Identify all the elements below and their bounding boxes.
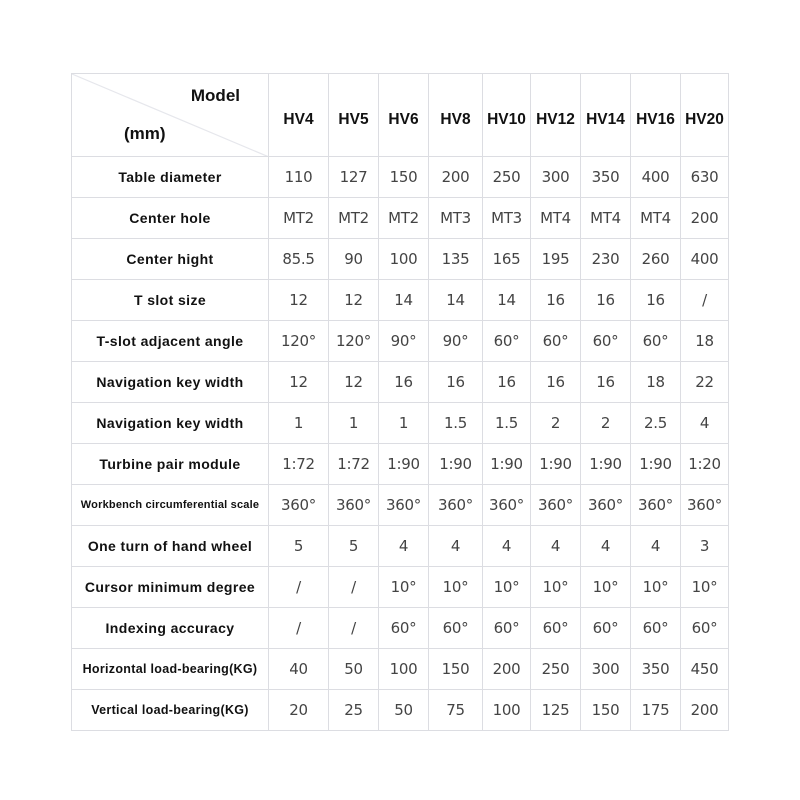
- table-cell: 10°: [681, 567, 729, 608]
- table-cell: 300: [531, 157, 581, 198]
- table-cell: /: [269, 608, 329, 649]
- table-cell: 90: [329, 239, 379, 280]
- table-cell: /: [269, 567, 329, 608]
- table-row: [72, 239, 729, 280]
- model-header: HV12: [531, 74, 581, 157]
- row-label: Turbine pair module: [72, 444, 269, 485]
- row-label: Vertical load-bearing(KG): [72, 690, 269, 731]
- table-cell: 120°: [329, 321, 379, 362]
- model-header: HV5: [329, 74, 379, 157]
- row-label: Horizontal load-bearing(KG): [72, 649, 269, 690]
- table-cell: 85.5: [269, 239, 329, 280]
- row-label: Center hole: [72, 198, 269, 239]
- table-cell: MT2: [329, 198, 379, 239]
- table-cell: 360°: [483, 485, 531, 526]
- table-cell: 5: [329, 526, 379, 567]
- table-cell: 40: [269, 649, 329, 690]
- table-cell: 22: [681, 362, 729, 403]
- table-cell: 360°: [581, 485, 631, 526]
- model-header: HV4: [269, 74, 329, 157]
- table-cell: 14: [429, 280, 483, 321]
- table-cell: 1:90: [379, 444, 429, 485]
- table-cell: 110: [269, 157, 329, 198]
- spec-table-body: [72, 157, 729, 731]
- row-label: Table diameter: [72, 157, 269, 198]
- table-cell: 120°: [269, 321, 329, 362]
- row-label: Cursor minimum degree: [72, 567, 269, 608]
- table-cell: 60°: [531, 608, 581, 649]
- table-cell: 127: [329, 157, 379, 198]
- table-cell: 60°: [631, 321, 681, 362]
- table-cell: MT2: [379, 198, 429, 239]
- table-cell: 200: [429, 157, 483, 198]
- table-cell: 400: [631, 157, 681, 198]
- table-cell: 1:90: [483, 444, 531, 485]
- corner-header-cell: [72, 74, 269, 157]
- table-cell: 1.5: [429, 403, 483, 444]
- table-cell: 90°: [429, 321, 483, 362]
- model-header: HV8: [429, 74, 483, 157]
- table-row: [72, 567, 729, 608]
- table-cell: 1:90: [581, 444, 631, 485]
- row-label: T slot size: [72, 280, 269, 321]
- table-cell: 16: [531, 362, 581, 403]
- table-row: [72, 485, 729, 526]
- model-header: HV20: [681, 74, 729, 157]
- table-cell: 16: [581, 362, 631, 403]
- table-cell: 10°: [379, 567, 429, 608]
- table-cell: 16: [531, 280, 581, 321]
- table-cell: 18: [631, 362, 681, 403]
- table-cell: 1:90: [631, 444, 681, 485]
- table-cell: 1:90: [531, 444, 581, 485]
- table-cell: 195: [531, 239, 581, 280]
- row-label: One turn of hand wheel: [72, 526, 269, 567]
- table-cell: /: [329, 608, 379, 649]
- table-cell: 60°: [483, 608, 531, 649]
- table-cell: 12: [269, 280, 329, 321]
- table-cell: 1:72: [269, 444, 329, 485]
- table-cell: 50: [329, 649, 379, 690]
- table-cell: 1:90: [429, 444, 483, 485]
- table-cell: 360°: [429, 485, 483, 526]
- table-row: [72, 157, 729, 198]
- table-cell: 20: [269, 690, 329, 731]
- table-cell: 2: [581, 403, 631, 444]
- table-cell: 630: [681, 157, 729, 198]
- spec-table-container: [71, 73, 728, 731]
- model-header: HV14: [581, 74, 631, 157]
- table-cell: 250: [531, 649, 581, 690]
- table-cell: 450: [681, 649, 729, 690]
- table-cell: 18: [681, 321, 729, 362]
- table-cell: 4: [379, 526, 429, 567]
- table-cell: 60°: [531, 321, 581, 362]
- table-cell: 10°: [429, 567, 483, 608]
- table-cell: 360°: [531, 485, 581, 526]
- table-cell: 1:20: [681, 444, 729, 485]
- table-cell: 2: [531, 403, 581, 444]
- table-row: [72, 280, 729, 321]
- model-header-label: Model: [190, 86, 240, 105]
- table-cell: 100: [379, 239, 429, 280]
- table-row: [72, 362, 729, 403]
- table-cell: 230: [581, 239, 631, 280]
- table-row: [72, 608, 729, 649]
- table-cell: 60°: [631, 608, 681, 649]
- table-cell: 4: [531, 526, 581, 567]
- table-cell: 200: [681, 690, 729, 731]
- table-cell: 200: [681, 198, 729, 239]
- table-cell: 60°: [581, 608, 631, 649]
- table-cell: 125: [531, 690, 581, 731]
- row-label: Workbench circumferential scale: [72, 485, 269, 526]
- table-cell: 350: [581, 157, 631, 198]
- table-cell: 4: [681, 403, 729, 444]
- table-cell: 100: [483, 690, 531, 731]
- table-cell: 4: [483, 526, 531, 567]
- table-cell: MT3: [483, 198, 531, 239]
- table-row: [72, 649, 729, 690]
- table-row: [72, 403, 729, 444]
- table-cell: 4: [581, 526, 631, 567]
- row-label: T-slot adjacent angle: [72, 321, 269, 362]
- table-cell: 60°: [429, 608, 483, 649]
- table-cell: 12: [329, 362, 379, 403]
- table-cell: 400: [681, 239, 729, 280]
- table-cell: 16: [631, 280, 681, 321]
- table-cell: 14: [483, 280, 531, 321]
- model-header: HV10: [483, 74, 531, 157]
- table-row: [72, 321, 729, 362]
- table-cell: 10°: [531, 567, 581, 608]
- table-cell: 16: [483, 362, 531, 403]
- table-cell: 4: [429, 526, 483, 567]
- table-row: [72, 198, 729, 239]
- table-cell: 60°: [681, 608, 729, 649]
- table-cell: 360°: [379, 485, 429, 526]
- table-cell: 135: [429, 239, 483, 280]
- row-label: Navigation key width: [72, 403, 269, 444]
- row-label: Indexing accuracy: [72, 608, 269, 649]
- row-label: Center hight: [72, 239, 269, 280]
- table-cell: 5: [269, 526, 329, 567]
- table-cell: 150: [581, 690, 631, 731]
- unit-header-label: (mm): [124, 124, 166, 143]
- table-cell: 260: [631, 239, 681, 280]
- table-cell: 2.5: [631, 403, 681, 444]
- table-cell: 175: [631, 690, 681, 731]
- header-row: [72, 74, 729, 157]
- table-cell: 50: [379, 690, 429, 731]
- table-cell: 75: [429, 690, 483, 731]
- table-cell: 4: [631, 526, 681, 567]
- table-cell: 1: [379, 403, 429, 444]
- table-cell: 1: [269, 403, 329, 444]
- table-cell: 60°: [483, 321, 531, 362]
- model-header: HV6: [379, 74, 429, 157]
- table-cell: 1.5: [483, 403, 531, 444]
- table-cell: 200: [483, 649, 531, 690]
- table-cell: 1: [329, 403, 379, 444]
- table-row: [72, 526, 729, 567]
- table-cell: 3: [681, 526, 729, 567]
- table-cell: 300: [581, 649, 631, 690]
- table-cell: 100: [379, 649, 429, 690]
- table-cell: /: [329, 567, 379, 608]
- table-cell: 165: [483, 239, 531, 280]
- table-cell: 150: [429, 649, 483, 690]
- table-cell: 16: [379, 362, 429, 403]
- table-cell: 16: [429, 362, 483, 403]
- table-cell: 16: [581, 280, 631, 321]
- table-cell: MT4: [581, 198, 631, 239]
- table-cell: MT2: [269, 198, 329, 239]
- table-row: [72, 690, 729, 731]
- table-cell: 360°: [681, 485, 729, 526]
- table-cell: 12: [329, 280, 379, 321]
- table-cell: 12: [269, 362, 329, 403]
- table-cell: 10°: [631, 567, 681, 608]
- table-cell: 10°: [581, 567, 631, 608]
- table-cell: 250: [483, 157, 531, 198]
- table-cell: MT4: [531, 198, 581, 239]
- spec-table: [71, 73, 729, 731]
- table-cell: 90°: [379, 321, 429, 362]
- table-cell: 14: [379, 280, 429, 321]
- table-cell: 360°: [631, 485, 681, 526]
- table-cell: 360°: [329, 485, 379, 526]
- table-cell: /: [681, 280, 729, 321]
- table-cell: MT3: [429, 198, 483, 239]
- row-label: Navigation key width: [72, 362, 269, 403]
- table-cell: 10°: [483, 567, 531, 608]
- table-cell: 60°: [379, 608, 429, 649]
- table-cell: 1:72: [329, 444, 379, 485]
- table-cell: MT4: [631, 198, 681, 239]
- table-cell: 25: [329, 690, 379, 731]
- table-cell: 150: [379, 157, 429, 198]
- table-row: [72, 444, 729, 485]
- model-header: HV16: [631, 74, 681, 157]
- table-cell: 360°: [269, 485, 329, 526]
- table-cell: 350: [631, 649, 681, 690]
- table-cell: 60°: [581, 321, 631, 362]
